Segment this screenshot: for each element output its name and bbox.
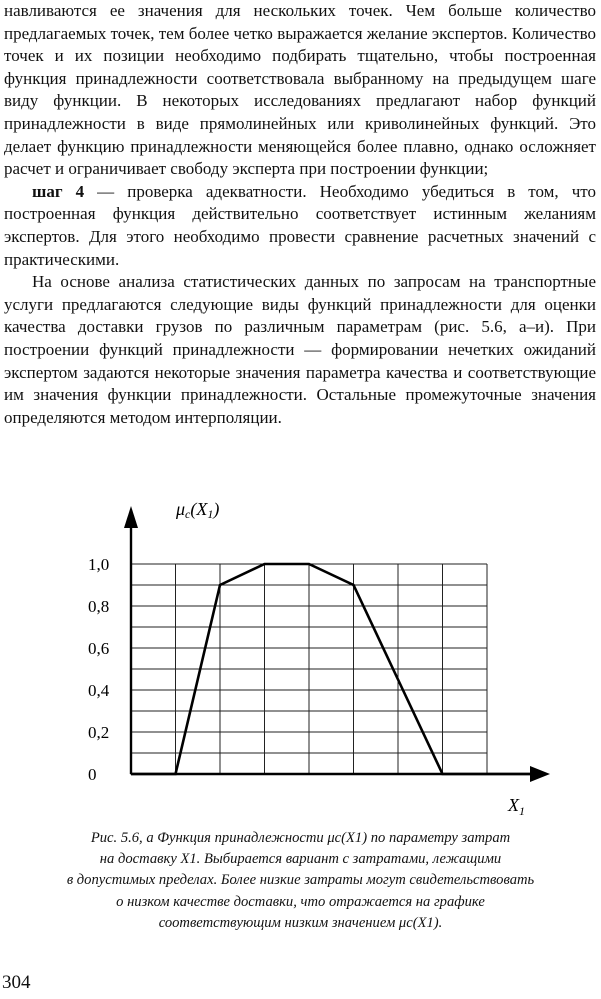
page-number: 304	[2, 972, 31, 993]
y-tick-labels	[88, 555, 110, 784]
y-tick-label: 0,4	[88, 681, 110, 700]
y-axis-label: μc(X1)	[176, 499, 220, 521]
data-point	[130, 773, 131, 774]
membership-chart	[0, 498, 601, 818]
y-axis-arrow	[124, 506, 138, 528]
y-tick-label: 0,6	[88, 639, 110, 658]
data-point	[175, 773, 176, 774]
y-tick-label: 0,2	[88, 723, 110, 742]
step-4-label: шаг 4	[32, 181, 85, 201]
data-point	[353, 584, 354, 585]
body-text	[4, 0, 596, 429]
data-point	[219, 584, 220, 585]
paragraph-1: навливаются ее значения для нескольких точек. Чем больше количество предлагаемых точек, тем более четко выражается желание экспертов. Количество точек и их позиции необходимо подбирать тщательно, чтобы построенная функция принадлежности соответствовала выбранному на предыдущем шаге виду функции. В некоторых исследованиях предлагают набор функций принадлежности в виде прямолинейных или криволинейных функций. Это делает функцию принадлежности меняющейся более плавно, однако осложняет расчет и ограничивает свободу эксперта при построении функции;	[4, 1, 596, 179]
x-axis-arrow	[530, 766, 550, 782]
caption-line-4: о низком качестве доставки, что отражается на графике	[116, 893, 485, 910]
figure-caption	[0, 828, 601, 934]
chart-axes	[124, 506, 550, 782]
y-tick-label: 1,0	[88, 555, 110, 574]
data-point	[397, 679, 398, 680]
paragraph-3: На основе анализа статистических данных по запросам на транспортные услуги предлагаются следующие виды функций принадлежности для оценки качества доставки грузов по различным параметрам (рис. 5.6, а–и). При построении функций принадлежности — формировании нечетких ожиданий экспертом задаются некоторые значения параметра качества и соответствующие им значения функции принадлежности. Остальные промежуточные значения определяются методом интерполяции.	[4, 272, 596, 427]
data-point	[264, 563, 265, 564]
y-tick-label: 0	[88, 765, 97, 784]
y-tick-label: 0,8	[88, 597, 110, 616]
data-point	[531, 773, 532, 774]
data-point	[442, 773, 443, 774]
caption-line-5: соответствующим низким значением μc(X1).	[158, 914, 443, 931]
caption-line-1: Рис. 5.6, а Функция принадлежности μc(X1) по параметру затрат	[90, 830, 511, 846]
chart-grid	[131, 564, 487, 774]
paragraph-2-text: — проверка адекватности. Необходимо убедиться в том, что построенная функция действительно соответствует истинным желаниям экспертов. Для этого необходимо провести сравнение расчетных значений с практическими.	[4, 181, 596, 269]
caption-line-2: на доставку X1. Выбирается вариант с затратами, лежащими	[99, 851, 502, 868]
caption-line-3: в допустимых пределах. Более низкие затраты могут свидетельствовать	[66, 872, 535, 889]
x-axis-label: $X_1$	[508, 795, 525, 818]
paragraph-2	[4, 181, 596, 271]
data-point	[308, 563, 309, 564]
